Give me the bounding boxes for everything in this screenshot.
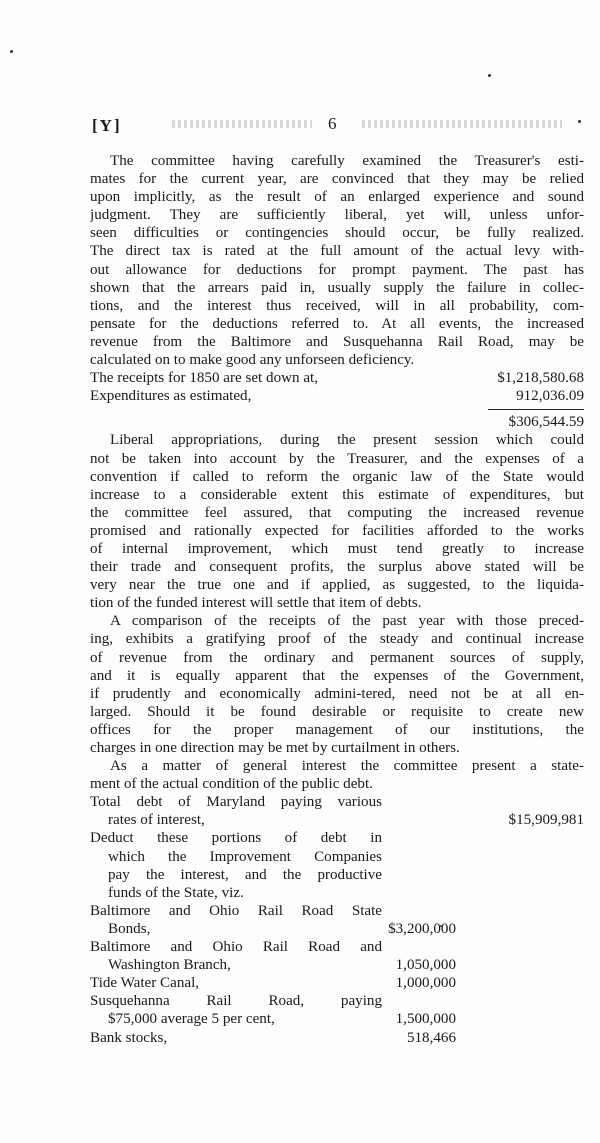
- text-line: of revenue from the ordinary and permanent sources of supply,: [90, 649, 584, 666]
- debt-label: Washington Branch,: [108, 957, 231, 974]
- debt-amount: 518,466: [406, 1029, 456, 1046]
- text-line: larged. Should it be found desirable or requisite to create new: [90, 703, 584, 720]
- text-line: tion of the funded interest will settle that item of debts.: [90, 595, 422, 612]
- debt-row: [90, 866, 584, 884]
- receipts-amount: $1,218,580.68: [497, 370, 584, 387]
- debt-label: funds of the State, viz.: [108, 884, 244, 901]
- debt-label: Total debt of Maryland paying various: [90, 794, 382, 811]
- bleed-through-text: [172, 120, 312, 128]
- expenditures-row: [90, 387, 584, 405]
- debt-row: [90, 992, 584, 1010]
- ink-speck: [10, 50, 13, 53]
- text-line: calculated on to make good any unforseen deficiency.: [90, 352, 415, 369]
- text-line: As a matter of general interest the committee present a state-: [110, 758, 584, 775]
- ink-speck: [488, 74, 491, 77]
- debt-label: rates of interest,: [108, 812, 205, 829]
- text-line: upon implicitly, as the result of an enlarged experience and sound: [90, 189, 584, 206]
- debt-label: Deduct these portions of debt in: [90, 830, 382, 847]
- debt-row: [90, 956, 584, 974]
- debt-amount: $3,200,000: [388, 920, 456, 937]
- balance-row: [90, 413, 584, 431]
- debt-statement: [90, 793, 584, 1046]
- debt-row: [90, 902, 584, 920]
- text-line: The committee having carefully examined the Treasurer's esti-: [110, 153, 584, 169]
- paragraph-appropriations: [90, 431, 584, 612]
- receipts-row: [90, 369, 584, 387]
- debt-row: [90, 920, 584, 938]
- signature-mark: [Y]: [92, 116, 122, 135]
- debt-row: [90, 884, 584, 902]
- debt-label: Susquehanna Rail Road, paying: [90, 993, 382, 1010]
- text-line: revenue from the Baltimore and Susquehanna Rail Road, may be: [90, 333, 584, 350]
- debt-label: Bank stocks,: [90, 1029, 168, 1046]
- page-header: [92, 116, 582, 140]
- receipts-label: The receipts for 1850 are set down at,: [90, 370, 318, 387]
- text-line: pensate for the deductions referred to. At all events, the increased: [90, 315, 584, 332]
- text-line: their trade and consequent profits, the surplus above stated will be: [90, 559, 584, 576]
- text-line: ing, exhibits a gratifying proof of the steady and continual increase: [90, 631, 584, 648]
- paragraph-debt-intro: [90, 757, 584, 793]
- debt-amount: 1,500,000: [395, 1011, 456, 1028]
- debt-row: [90, 793, 584, 811]
- sum-rule: [488, 409, 584, 410]
- debt-amount: 1,000,000: [395, 975, 456, 992]
- debt-label: Baltimore and Ohio Rail Road State: [90, 902, 382, 919]
- debt-label: Bonds,: [108, 920, 151, 937]
- debt-row: [90, 974, 584, 992]
- debt-label: $75,000 average 5 per cent,: [108, 1011, 275, 1028]
- debt-label: Tide Water Canal,: [90, 975, 200, 992]
- receipts-table: [90, 369, 584, 431]
- page-number: 6: [328, 114, 337, 133]
- document-body: [90, 152, 584, 1047]
- debt-row: [90, 1010, 584, 1028]
- debt-label: which the Improvement Companies: [108, 848, 382, 865]
- text-line: mates for the current year, are convinced that they may be relied: [90, 171, 584, 188]
- text-line: convention if called to reform the organic law of the State would: [90, 468, 584, 485]
- debt-row: [90, 1029, 584, 1047]
- debt-amount: 1,050,000: [395, 957, 456, 974]
- text-line: very near the true one and if applied, as suggested, to the liquida-: [90, 577, 584, 594]
- bleed-through-text: [362, 120, 562, 128]
- text-line: ment of the actual condition of the public debt.: [90, 776, 373, 793]
- text-line: and it is equally apparent that the expenses of the Government,: [90, 667, 584, 684]
- text-line: shown that the arrears paid in, usually supply the failure in collec-: [90, 279, 584, 296]
- expenditures-label: Expenditures as estimated,: [90, 388, 252, 405]
- total-debt-amount: $15,909,981: [508, 812, 584, 829]
- expenditures-amount: 912,036.09: [516, 388, 584, 405]
- debt-row: [90, 811, 584, 829]
- text-line: out allowance for deductions for prompt payment. The past has: [90, 261, 584, 278]
- text-line: seen difficulties or contingencies should occur, be fully realized.: [90, 225, 584, 242]
- text-line: charges in one direction may be met by curtailment in others.: [90, 740, 460, 756]
- text-line: offices for the proper management of our institutions, the: [90, 721, 584, 738]
- paragraph-estimates: [90, 152, 584, 369]
- debt-row: [90, 848, 584, 866]
- debt-label: Baltimore and Ohio Rail Road and: [90, 939, 382, 956]
- text-line: increase to a considerable extent this estimate of expenditures, but: [90, 486, 584, 503]
- text-line: the committee feel assured, that computing the increased revenue: [90, 504, 584, 521]
- debt-row: [90, 829, 584, 847]
- paragraph-comparison: [90, 612, 584, 757]
- text-line: of internal improvement, which must tend greatly to increase: [90, 540, 584, 557]
- balance-amount: $306,544.59: [508, 414, 584, 431]
- text-line: The direct tax is rated at the full amount of the actual levy with-: [90, 243, 584, 260]
- debt-row: [90, 938, 584, 956]
- debt-label: pay the interest, and the productive: [108, 866, 382, 883]
- text-line: promised and rationally expected for facilities afforded to the works: [90, 522, 584, 539]
- text-line: not be taken into account by the Treasurer, and the expenses of a: [90, 450, 584, 467]
- text-line: if prudently and economically admini-tered, need not be at all en-: [90, 685, 584, 702]
- text-line: judgment. They are sufficiently liberal, yet will, unless unfor-: [90, 207, 584, 224]
- text-line: tions, and the interest thus received, will in all probability, com-: [90, 297, 584, 314]
- text-line: A comparison of the receipts of the past year with those preced-: [110, 613, 584, 630]
- text-line: Liberal appropriations, during the present session which could: [110, 432, 584, 449]
